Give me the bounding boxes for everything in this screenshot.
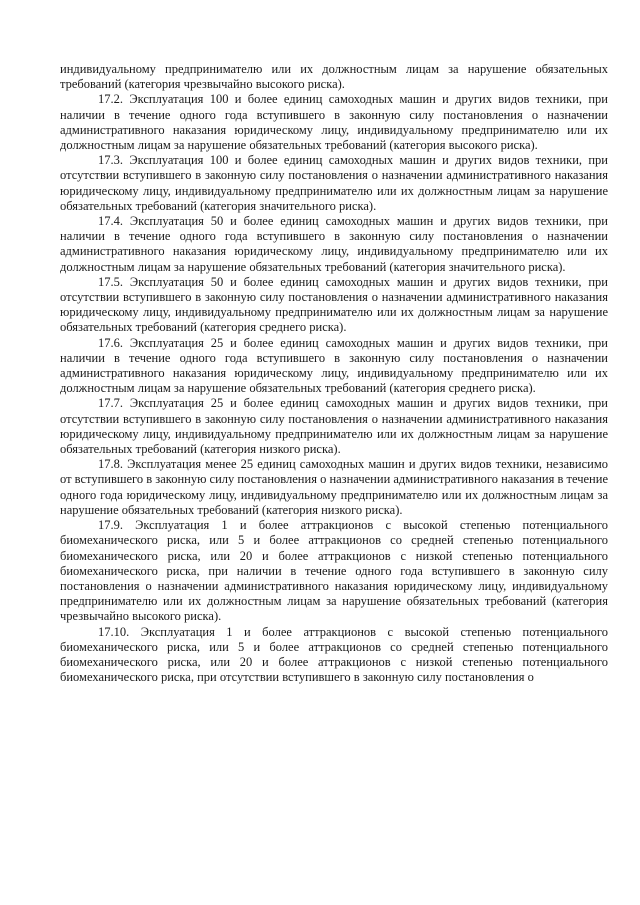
paragraph-17-4: 17.4. Эксплуатация 50 и более единиц самоходных машин и других видов техники, при наличии в течение одного года вступившего в законную силу постановления о назначении административного наказания юридическому лицу, индивидуальному предпринимателю или их должностным лицам за нарушение обязательных требований (категория значительного риска). [60, 214, 608, 274]
paragraph-17-6: 17.6. Эксплуатация 25 и более единиц самоходных машин и других видов техники, при наличии в течение одного года вступившего в законную силу постановления о назначении административного наказания юридическому лицу, индивидуальному предпринимателю или их должностным лицам за нарушение обязательных требований (категория среднего риска). [60, 335, 608, 396]
paragraph-17-3: 17.3. Эксплуатация 100 и более единиц самоходных машин и других видов техники, при отсутствии вступившего в законную силу постановления о назначении административного наказания юридическому лицу, индивидуальному предпринимателю или их должностным лицам за нарушение обязательных требований (категория значительного риска). [60, 153, 608, 213]
paragraph-17-2: 17.2. Эксплуатация 100 и более единиц самоходных машин и других видов техники, при наличии в течение одного года вступившего в законную силу постановления о назначении административного наказания юридическому лицу, индивидуальному предпринимателю или их должностным лицам за нарушение обязательных требований (категория высокого риска). [60, 92, 608, 153]
paragraph-17-5: 17.5. Эксплуатация 50 и более единиц самоходных машин и других видов техники, при отсутствии вступившего в законную силу постановления о назначении административного наказания юридическому лицу, индивидуальному предпринимателю или их должностным лицам за нарушение обязательных требований (категория среднего риска). [60, 274, 608, 335]
paragraph-17-9: 17.9. Эксплуатация 1 и более аттракционов с высокой степенью потенциального биомеханического риска, или 5 и более аттракционов со средней степенью потенциального биомеханического риска, или 20 и более аттракционов с низкой степенью потенциального биомеханического риска, при наличии в течение одного года вступившего в законную силу постановления о назначении административного наказания юридическому лицу, индивидуальному предпринимателю или их должностным лицам за нарушение обязательных требований (категория чрезвычайно высокого риска). [60, 518, 608, 624]
paragraph-continuation: индивидуальному предпринимателю или их должностным лицам за нарушение обязательных требований (категория чрезвычайно высокого риска). [60, 62, 608, 92]
paragraph-17-7: 17.7. Эксплуатация 25 и более единиц самоходных машин и других видов техники, при отсутствии вступившего в законную силу постановления о назначении административного наказания юридическому лицу, индивидуальному предпринимателю или их должностным лицам за нарушение обязательных требований (категория низкого риска). [60, 396, 608, 457]
paragraph-17-8: 17.8. Эксплуатация менее 25 единиц самоходных машин и других видов техники, независимо от вступившего в законную силу постановления о назначении административного наказания в течение одного года юридическому лицу, индивидуальному предпринимателю или их должностным лицам за нарушение обязательных требований (категория низкого риска). [60, 457, 608, 517]
document-body [60, 62, 608, 685]
paragraph-17-10: 17.10. Эксплуатация 1 и более аттракционов с высокой степенью потенциального биомеханического риска, или 5 и более аттракционов со средней степенью потенциального биомеханического риска, или 20 и более аттракционов с низкой степенью потенциального биомеханического риска, при отсутствии вступившего в законную силу постановления о [60, 624, 608, 685]
